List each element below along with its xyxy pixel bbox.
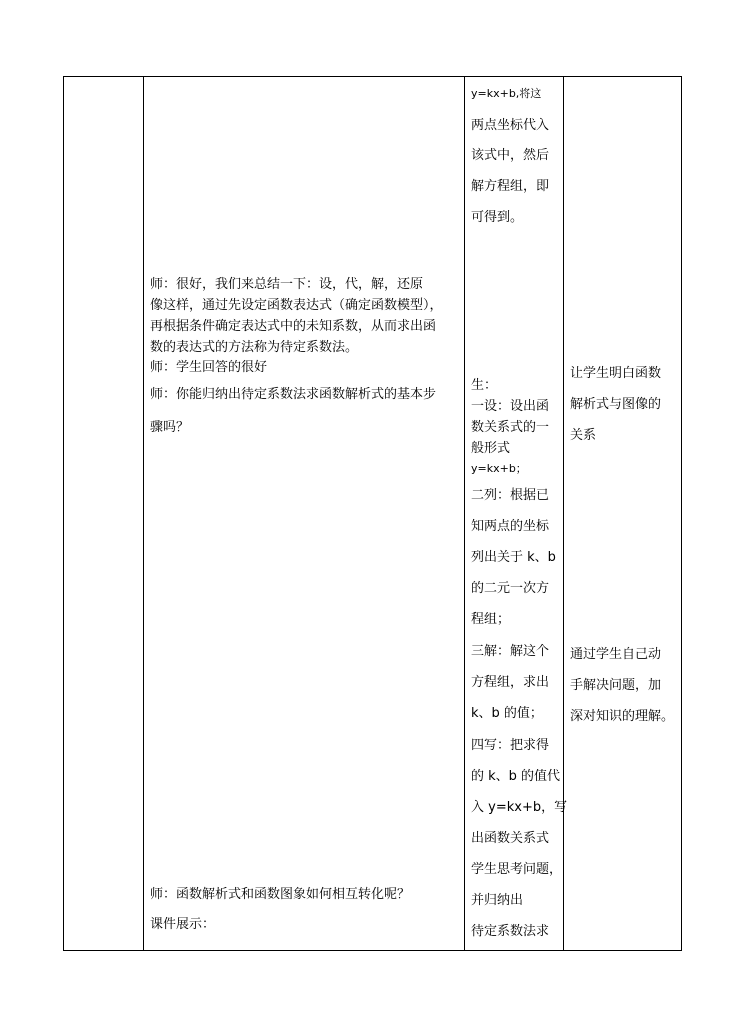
student-line: 二列：根据已: [471, 488, 550, 503]
design-intent-line: 解析式与图像的: [570, 397, 662, 412]
student-line: 数关系式的一: [471, 420, 550, 435]
student-line: 生：: [471, 378, 498, 393]
design-intent-line: 让学生明白函数: [570, 366, 662, 381]
teacher-summary-line: 像这样，通过先设定函数表达式（确定函数模型），: [150, 298, 443, 313]
student-line: 三解：解这个: [471, 644, 550, 659]
teacher-transform-question: 师：函数解析式和函数图象如何相互转化呢？: [150, 887, 411, 902]
student-line: 列出关于 k、b: [471, 550, 556, 565]
student-line: 该式中，然后: [471, 148, 550, 163]
student-line: 的二元一次方: [471, 581, 550, 596]
table-col-1: [63, 76, 144, 951]
table-col-4: [563, 76, 682, 951]
teacher-summary-line: 数的表达式的方法称为待定系数法。: [150, 340, 359, 355]
student-line: 两点坐标代入: [471, 118, 550, 133]
student-line: 的 k、b 的值代: [471, 769, 561, 784]
design-intent-line: 手解决问题，加: [570, 678, 662, 693]
student-line: 般形式: [471, 441, 511, 456]
student-line: y=kx+b,将这: [471, 87, 542, 100]
design-intent-line: 关系: [570, 428, 597, 443]
student-line: 可得到。: [471, 210, 524, 225]
design-intent-line: 深对知识的理解。: [570, 709, 675, 724]
student-line: k、b 的值；: [471, 706, 543, 721]
teacher-summary-line: 师：很好，我们来总结一下：设，代，解，还原: [150, 277, 424, 292]
student-line: 待定系数法求: [471, 924, 550, 939]
teacher-question-line: 骤吗？: [150, 420, 190, 435]
student-line: 学生思考问题，: [471, 862, 563, 877]
student-line: y=kx+b；: [471, 462, 527, 475]
student-line: 入 y=kx+b，写: [471, 800, 568, 815]
student-line: 一设：设出函: [471, 399, 550, 414]
student-line: 程组；: [471, 612, 511, 627]
table-col-2: [143, 76, 465, 951]
table-col-3: [464, 76, 564, 951]
student-line: 解方程组，即: [471, 179, 550, 194]
student-line: 并归纳出: [471, 893, 524, 908]
teacher-summary-line: 再根据条件确定表达式中的未知系数，从而求出函: [150, 319, 437, 334]
design-intent-line: 通过学生自己动: [570, 647, 662, 662]
student-line: 方程组，求出: [471, 675, 550, 690]
courseware-label: 课件展示：: [150, 917, 216, 932]
teacher-question-line: 师：你能归纳出待定系数法求函数解析式的基本步: [150, 387, 437, 402]
student-line: 知两点的坐标: [471, 519, 550, 534]
teacher-praise: 师：学生回答的很好: [150, 360, 268, 375]
student-line: 四写：把求得: [471, 738, 550, 753]
student-line: 出函数关系式: [471, 831, 550, 846]
